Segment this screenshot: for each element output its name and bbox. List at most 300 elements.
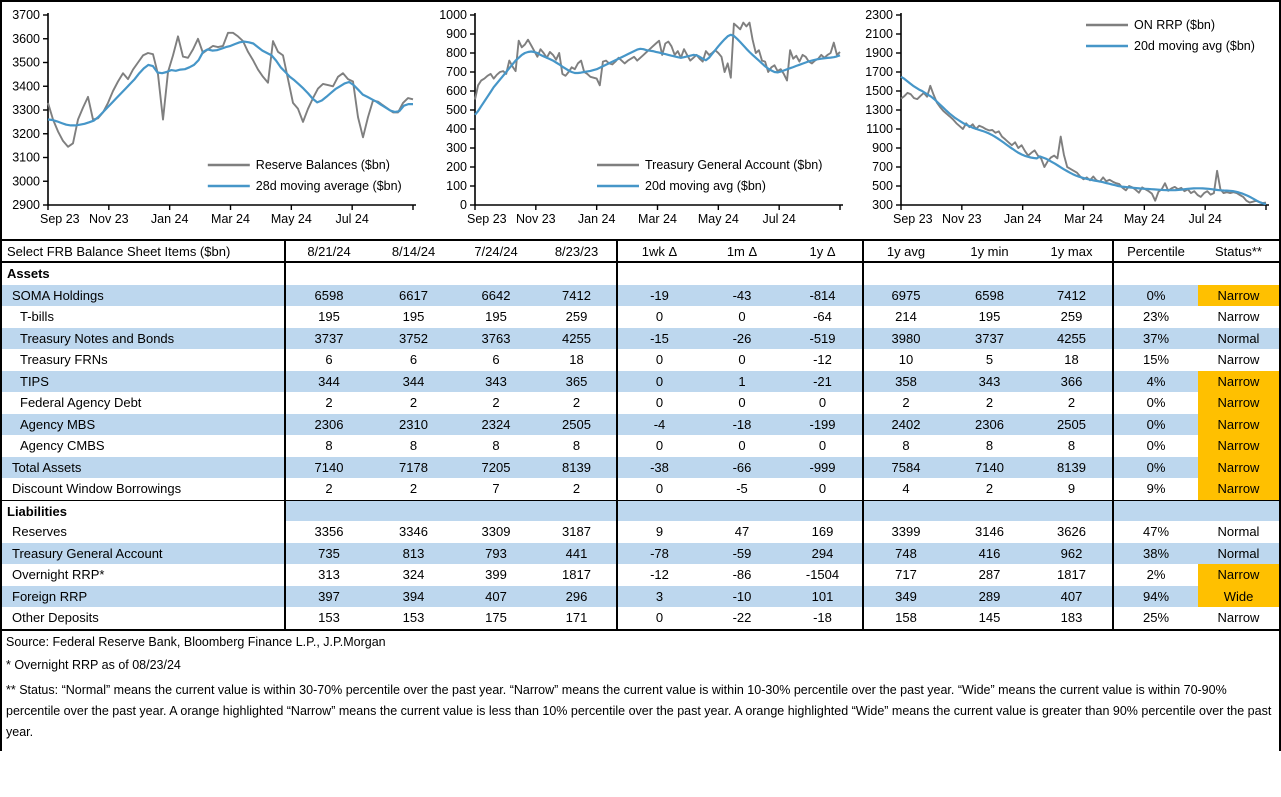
value-cell: 169 [783,521,864,543]
value-cell: 183 [1031,607,1114,629]
value-cell: 101 [783,586,864,608]
row-label: SOMA Holdings [2,285,286,307]
value-cell: 0 [655,610,664,625]
value-cell: -21 [783,371,864,393]
svg-text:1900: 1900 [865,46,893,60]
percentile-cell: 9% [1146,481,1166,496]
svg-text:Sep 23: Sep 23 [893,212,933,226]
value-cell: 2 [902,395,910,410]
row-label: Agency MBS [2,414,286,436]
value-cell [537,263,618,285]
value-cell: 1817 [537,564,618,586]
value-cell: 3626 [1031,521,1114,543]
value-cell: 7584 [864,457,948,479]
value-cell [372,263,455,285]
percentile-cell: 0% [1146,438,1166,453]
series-line-gray [901,86,1266,203]
value-cell: 6 [409,352,418,367]
value-cell: 2 [985,481,994,496]
status-cell: Narrow [1217,610,1260,625]
svg-text:3500: 3500 [12,55,40,70]
value-cell: 2306 [286,414,372,436]
svg-text:1700: 1700 [865,65,893,79]
percentile-cell: 0% [1114,285,1198,307]
svg-text:2900: 2900 [12,198,40,212]
value-cell: 3346 [399,524,428,539]
value-cell: 6598 [948,285,1031,307]
value-cell: 2402 [864,414,948,436]
percentile-cell: 94% [1114,586,1198,608]
section-label: Assets [2,263,286,285]
chart-treasury-general-account [429,3,853,239]
value-cell: 0 [738,309,746,324]
value-cell: -26 [701,328,783,350]
status-cell: Narrow [1198,435,1279,457]
footer [2,631,1275,751]
value-cell: 8 [902,438,910,453]
value-cell [1031,263,1114,285]
value-cell: 343 [455,371,537,393]
svg-text:May 24: May 24 [697,212,739,226]
value-cell: -18 [701,414,783,436]
value-cell: 2 [409,395,418,410]
svg-text:Mar 24: Mar 24 [1064,212,1103,226]
column-header: 7/24/24 [455,241,537,263]
legend-label: Treasury General Account ($bn) [644,158,822,172]
row-label: Treasury FRNs [2,349,286,371]
value-cell: -43 [701,285,783,307]
value-cell: 8 [492,438,500,453]
value-cell: 2 [985,395,994,410]
value-cell: 6642 [455,285,537,307]
value-cell: -66 [701,457,783,479]
svg-text:1100: 1100 [866,122,893,136]
value-cell: 344 [372,371,455,393]
value-cell: 3752 [372,328,455,350]
value-cell: 397 [286,586,372,608]
value-cell: 259 [1031,306,1114,328]
value-cell: 8 [325,438,333,453]
value-cell: 1 [701,371,783,393]
value-cell [372,500,455,522]
status-cell [1198,500,1279,522]
value-cell: 2505 [1031,414,1114,436]
value-cell: 358 [864,371,948,393]
section-label: Liabilities [2,500,286,522]
svg-text:400: 400 [445,122,467,136]
svg-text:1500: 1500 [865,84,893,98]
svg-text:Mar 24: Mar 24 [637,212,677,226]
value-cell: 1817 [1031,564,1114,586]
value-cell: 407 [455,586,537,608]
value-cell: 153 [318,610,340,625]
value-cell: 748 [864,543,948,565]
value-cell [286,500,372,522]
value-cell [864,500,948,522]
percentile-cell: 0% [1114,414,1198,436]
value-cell: -15 [618,328,701,350]
row-label: Foreign RRP [2,586,286,608]
value-cell: 195 [318,309,340,324]
column-header: 8/21/24 [286,241,372,263]
value-cell: -12 [650,567,669,582]
value-cell: -1504 [783,564,864,586]
value-cell: 171 [537,607,618,629]
value-cell: 8 [1031,435,1114,457]
row-label: T-bills [2,306,286,328]
value-cell: 0 [738,395,746,410]
value-cell: 2324 [455,414,537,436]
value-cell [455,500,537,522]
value-cell: 416 [948,543,1031,565]
legend-label: 28d moving average ($bn) [255,179,402,193]
value-cell: 4 [902,481,910,496]
value-cell: 4255 [537,328,618,350]
value-cell: -814 [783,285,864,307]
svg-text:3200: 3200 [12,126,40,141]
value-cell: 9 [655,524,664,539]
svg-text:700: 700 [872,160,893,174]
value-cell: 2 [537,478,618,500]
value-cell: 0 [655,309,664,324]
svg-text:300: 300 [445,141,467,155]
value-cell: 3146 [975,524,1004,539]
legend-label: 20d moving avg ($bn) [1134,39,1255,53]
value-cell: 2 [409,481,418,496]
legend-label: Reserve Balances ($bn) [255,158,390,172]
value-cell: 0 [738,438,746,453]
svg-text:Mar 24: Mar 24 [211,212,250,226]
svg-text:May 24: May 24 [270,212,312,226]
row-label: Other Deposits [2,607,286,629]
value-cell: 2 [1031,392,1114,414]
percentile-cell: 15% [1142,352,1170,367]
source-note: Source: Federal Reserve Bank, Bloomberg Finance L.P., J.P.Morgan [6,634,386,649]
value-cell: 3309 [481,524,511,539]
value-cell: 195 [485,309,507,324]
value-cell: 8139 [1031,457,1114,479]
status-cell: Narrow [1198,414,1279,436]
status-cell [1198,263,1279,285]
status-cell: Narrow [1198,478,1279,500]
value-cell: 3187 [537,521,618,543]
value-cell [783,500,864,522]
row-label: Agency CMBS [2,435,286,457]
percentile-cell: 0% [1114,457,1198,479]
value-cell: 2306 [948,414,1031,436]
value-cell: 7205 [455,457,537,479]
svg-text:200: 200 [445,160,467,174]
chart-svg [429,3,853,239]
balance-sheet-table [2,239,1279,631]
value-cell: 175 [485,610,507,625]
row-label: TIPS [2,371,286,393]
svg-text:3300: 3300 [12,103,40,117]
status-cell: Narrow [1217,309,1260,324]
value-cell: 3980 [864,328,948,350]
value-cell: -64 [783,306,864,328]
value-cell [864,263,948,285]
value-cell: 313 [318,567,340,582]
row-label: Treasury General Account [2,543,286,565]
percentile-cell: 0% [1146,395,1166,410]
svg-text:2100: 2100 [865,27,893,41]
row-label: Treasury Notes and Bonds [2,328,286,350]
row-label: Federal Agency Debt [2,392,286,414]
value-cell: 0 [738,352,746,367]
status-cell: Narrow [1198,371,1279,393]
svg-text:3600: 3600 [12,31,40,46]
percentile-cell: 4% [1114,371,1198,393]
value-cell [701,263,783,285]
percentile-cell: 25% [1142,610,1170,625]
status-cell: Narrow [1198,285,1279,307]
svg-text:3700: 3700 [12,8,40,22]
column-header: Status** [1198,241,1279,263]
value-cell: 287 [978,567,1001,582]
svg-text:May 24: May 24 [1123,212,1165,226]
value-cell: 407 [1031,586,1114,608]
value-cell: 0 [783,435,864,457]
percentile-cell: 37% [1114,328,1198,350]
status-footnote: ** Status: “Normal” means the current value is within 30-70% percentile over the past year. “Narrow” means the current value is within 10-30% percentile over the past year. “Wide” means the current value is within 70-90% percentile over the past year. A orange highlighted “Narrow” means the current value is less than 10% percentile over the past year. A orange highlighted “Wide” means the current value is greater than 90% percentile over the past year. [6,682,1272,739]
value-cell: 717 [895,567,917,582]
percentile-cell: 47% [1142,524,1170,539]
svg-text:300: 300 [872,198,893,212]
value-cell: 0 [655,438,664,453]
value-cell: 344 [286,371,372,393]
value-cell: 2 [325,481,333,496]
value-cell: 289 [948,586,1031,608]
value-cell [783,263,864,285]
legend-label: ON RRP ($bn) [1134,18,1216,32]
column-header: 8/14/24 [372,241,455,263]
charts-row [2,2,1279,239]
value-cell: 7412 [1031,285,1114,307]
svg-text:700: 700 [445,65,467,79]
legend-label: 20d moving avg ($bn) [644,179,766,193]
value-cell: 3 [618,586,701,608]
svg-text:100: 100 [445,179,467,193]
value-cell: -18 [783,607,864,629]
status-cell: Normal [1198,328,1279,350]
value-cell: 0 [783,392,864,414]
svg-text:Jul 24: Jul 24 [1188,212,1222,226]
value-cell: 18 [1031,349,1114,371]
value-cell [286,263,372,285]
value-cell: 2 [492,395,500,410]
svg-text:500: 500 [872,179,893,193]
value-cell: 0 [655,395,664,410]
value-cell: 0 [655,352,664,367]
column-header: 1y min [948,241,1031,263]
value-cell: 962 [1031,543,1114,565]
svg-text:Jan 24: Jan 24 [577,212,615,226]
value-cell: 8 [537,435,618,457]
status-cell: Narrow [1198,392,1279,414]
value-cell: 3399 [891,524,921,539]
value-cell: 259 [537,306,618,328]
column-header: 1wk Δ [618,241,701,263]
value-cell: 214 [895,309,917,324]
value-cell: 3356 [314,524,344,539]
row-label: Reserves [2,521,286,543]
value-cell [455,263,537,285]
svg-text:900: 900 [445,27,467,41]
value-cell: 735 [286,543,372,565]
value-cell [1031,500,1114,522]
column-header: 1y max [1031,241,1114,263]
value-cell [618,500,701,522]
value-cell: -78 [618,543,701,565]
value-cell: 7178 [372,457,455,479]
chart-on-rrp [855,3,1279,239]
value-cell: 366 [1031,371,1114,393]
value-cell: 195 [978,309,1001,324]
value-cell: 2 [325,395,333,410]
value-cell: 0 [655,481,664,496]
value-cell: -86 [732,567,752,582]
percentile-cell [1114,500,1198,522]
chart-reserve-balances [2,3,426,239]
svg-text:1000: 1000 [438,8,467,22]
value-cell: -999 [783,457,864,479]
row-label: Total Assets [2,457,286,479]
value-cell: -19 [618,285,701,307]
value-cell: 2505 [537,414,618,436]
value-cell: 3737 [948,328,1031,350]
chart-svg [2,3,426,239]
value-cell: 6975 [864,285,948,307]
value-cell: 8 [985,438,994,453]
value-cell: 153 [402,610,425,625]
value-cell: 7 [492,481,500,496]
value-cell: -59 [701,543,783,565]
percentile-cell: 2% [1146,567,1166,582]
value-cell: -5 [736,481,748,496]
column-header: 8/23/23 [537,241,618,263]
value-cell: -22 [732,610,752,625]
value-cell: -519 [783,328,864,350]
svg-text:Sep 23: Sep 23 [40,212,80,226]
svg-text:Sep 23: Sep 23 [466,212,507,226]
svg-text:2300: 2300 [865,8,893,22]
svg-text:3000: 3000 [12,174,40,189]
value-cell: 8 [409,438,418,453]
table-title: Select FRB Balance Sheet Items ($bn) [2,241,286,263]
value-cell: 7140 [286,457,372,479]
value-cell: 3737 [286,328,372,350]
percentile-cell [1114,263,1198,285]
status-cell: Normal [1217,524,1260,539]
value-cell: 399 [485,567,507,582]
value-cell: 18 [537,349,618,371]
value-cell: 7140 [948,457,1031,479]
value-cell: 6 [492,352,500,367]
value-cell: 813 [372,543,455,565]
value-cell: 349 [864,586,948,608]
value-cell: -12 [783,349,864,371]
svg-text:Jan 24: Jan 24 [150,212,189,226]
svg-text:0: 0 [459,198,467,212]
value-cell: 5 [985,352,994,367]
percentile-cell: 38% [1114,543,1198,565]
value-cell [948,500,1031,522]
value-cell: 441 [537,543,618,565]
value-cell: 145 [978,610,1001,625]
series-line-blue [901,77,1266,204]
svg-text:Jul 24: Jul 24 [335,212,369,226]
value-cell [537,500,618,522]
value-cell [618,263,701,285]
column-header: 1y Δ [783,241,864,263]
status-cell: Narrow [1198,457,1279,479]
value-cell: 8139 [537,457,618,479]
svg-text:900: 900 [872,141,893,155]
value-cell: 0 [783,478,864,500]
row-label: Overnight RRP* [2,564,286,586]
svg-text:600: 600 [445,84,467,98]
status-cell: Narrow [1217,352,1260,367]
value-cell: 2310 [372,414,455,436]
svg-text:Nov 23: Nov 23 [515,212,556,226]
chart-svg [855,3,1279,239]
value-cell: -38 [618,457,701,479]
series-line-gray [475,23,840,100]
value-cell: 158 [895,610,917,625]
value-cell: 324 [402,567,425,582]
value-cell: 195 [402,309,425,324]
svg-text:3100: 3100 [12,150,40,165]
svg-text:800: 800 [445,46,467,60]
value-cell [701,500,783,522]
value-cell: 6 [325,352,333,367]
svg-text:Jan 24: Jan 24 [1003,212,1042,226]
rrp-footnote: * Overnight RRP as of 08/23/24 [6,657,181,672]
status-cell: Narrow [1198,564,1279,586]
value-cell: 6617 [372,285,455,307]
value-cell [948,263,1031,285]
svg-text:Nov 23: Nov 23 [89,212,129,226]
value-cell: 296 [537,586,618,608]
svg-text:3400: 3400 [12,79,40,94]
svg-text:1300: 1300 [865,103,893,117]
value-cell: -199 [783,414,864,436]
value-cell: 9 [1031,478,1114,500]
svg-text:Jul 24: Jul 24 [761,212,796,226]
value-cell: 0 [618,371,701,393]
value-cell: 6598 [286,285,372,307]
value-cell: 7412 [537,285,618,307]
value-cell: 793 [455,543,537,565]
status-cell: Normal [1198,543,1279,565]
value-cell: -4 [618,414,701,436]
value-cell: 47 [734,524,750,539]
value-cell: 343 [948,371,1031,393]
value-cell: 2 [537,392,618,414]
value-cell: 10 [898,352,914,367]
status-cell: Wide [1198,586,1279,608]
svg-text:500: 500 [445,103,467,117]
value-cell: 394 [372,586,455,608]
value-cell: 294 [783,543,864,565]
column-header: Percentile [1114,241,1198,263]
column-header: 1m Δ [701,241,783,263]
value-cell: -10 [701,586,783,608]
percentile-cell: 23% [1142,309,1170,324]
value-cell: 3763 [455,328,537,350]
svg-text:Nov 23: Nov 23 [942,212,982,226]
